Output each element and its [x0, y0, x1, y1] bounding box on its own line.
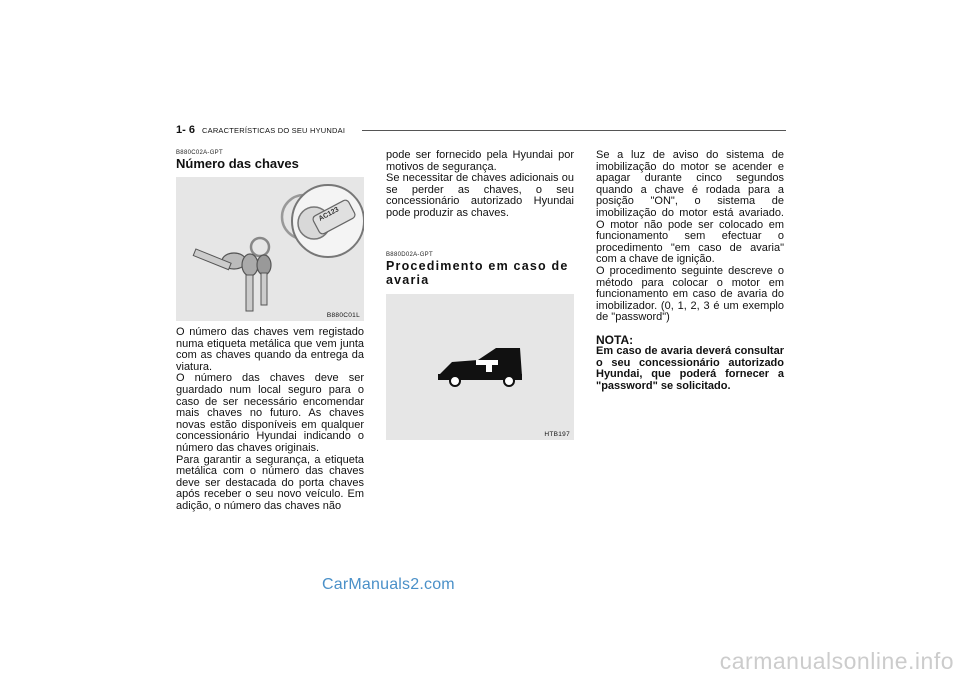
section-code: B880D02A-GPT — [386, 251, 433, 258]
keys-paragraph-2: O número das chaves deve ser guardado num local seguro para o caso de ser necessário encomendar mais chaves no futuro. As chaves novas estão disponíveis em qualquer concessionário Hyundai indicando o número das chaves originais. — [176, 372, 364, 454]
page-number: 1- 6 — [176, 124, 195, 136]
section-heading: Procedimento em caso de avaria — [386, 258, 569, 287]
footer-watermark: carmanualsonline.info — [719, 648, 954, 674]
keys-figure — [176, 177, 364, 321]
col3-paragraph-1: Se a luz de aviso do sistema de imobilização do motor se acender e apagar durante cinco segundos quando a chave é rodada para a posição "ON", o sistema de imobilização do motor está avariado. O motor não pode ser colocado em funcionamento sem efectuar o procedimento "em caso de avaria" com a chave de ignição. — [596, 149, 784, 266]
column-2 — [386, 150, 574, 440]
col2-paragraph-2: Se necessitar de chaves adicionais ou se perder as chaves, o seu concessionário autorizado Hyundai pode produzir as chaves. — [386, 172, 574, 219]
column-3 — [596, 150, 784, 392]
vehicle-figure — [386, 294, 574, 440]
note-text: Em caso de avaria deverá consultar o seu concessionário autorizado Hyundai, que poderá fornecer a "password" se solicitado. — [596, 344, 784, 392]
section-code: B880C02A-GPT — [176, 150, 223, 156]
tag-label: AC123 — [317, 206, 341, 223]
carmanuals-watermark: CarManuals2.com — [322, 576, 455, 593]
chapter-title: CARACTERÍSTICAS DO SEU HYUNDAI — [202, 126, 346, 135]
header-divider — [362, 130, 786, 131]
keys-illustration-icon — [176, 177, 364, 321]
figure-code: HTB197 — [544, 430, 570, 438]
keys-paragraph-3: Para garantir a segurança, a etiqueta metálica com o número das chaves deve ser destacada do porta chaves após receber o seu novo veículo. Em adição, o número das chaves não — [176, 453, 364, 512]
page-header — [176, 124, 786, 136]
col3-paragraph-2: O procedimento seguinte descreve o método para colocar o motor em funcionamento em caso de avaria do imobilizador. (0, 1, 2, 3 é um exemplo de "password") — [596, 264, 784, 324]
col2-paragraph-1: pode ser fornecido pela Hyundai por motivos de segurança. — [386, 149, 574, 173]
keys-paragraph-1: O número das chaves vem registado numa etiqueta metálica que vem junta com as chaves quando da entrega da viatura. — [176, 326, 364, 373]
vehicle-key-icon — [386, 294, 574, 440]
figure-code: B880C01L — [326, 312, 360, 319]
column-1 — [176, 150, 364, 513]
note-label: NOTA: — [596, 332, 634, 347]
section-heading: Número das chaves — [176, 156, 299, 171]
